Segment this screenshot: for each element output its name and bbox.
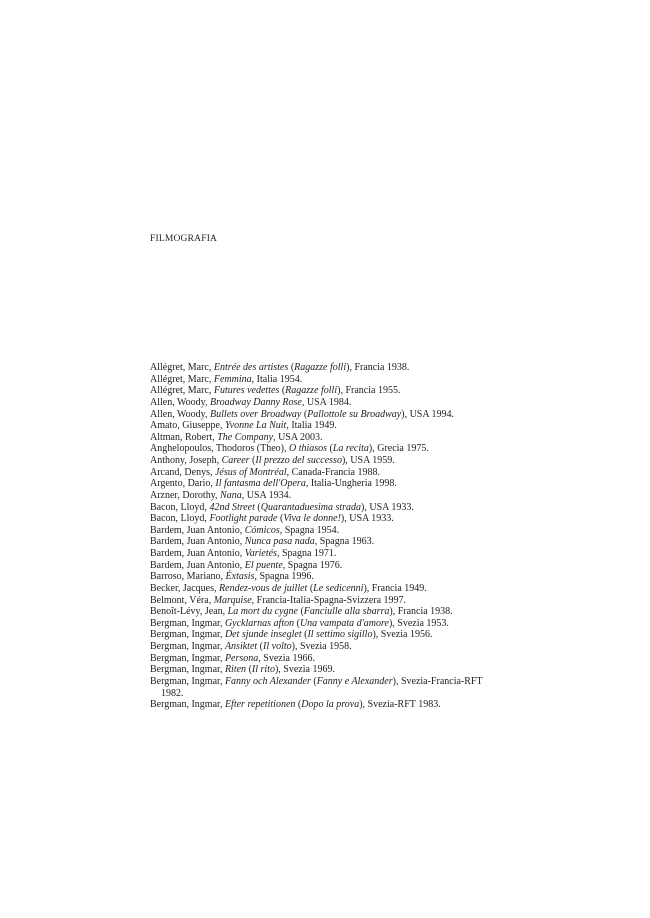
film-title: Rendez-vous de juillet bbox=[219, 582, 308, 594]
filmography-entry bbox=[150, 397, 505, 409]
entry-text: Belmont, Véra, bbox=[150, 594, 214, 606]
entry-text: ), Svezia 1958. bbox=[291, 641, 352, 652]
entry-text: Allégret, Marc, bbox=[150, 385, 214, 397]
filmography-entry bbox=[150, 409, 505, 421]
entry-text: , Spagna 1971. bbox=[276, 548, 337, 559]
filmography-list bbox=[150, 362, 505, 711]
film-title: Éxtasis bbox=[225, 571, 255, 583]
filmography-entry bbox=[150, 478, 505, 490]
filmography-entry bbox=[150, 676, 505, 699]
film-title: Gycklarnas afton bbox=[224, 617, 295, 629]
entry-text: ), Grecia 1975. bbox=[368, 443, 429, 455]
entry-text: , Francia-Italia-Spagna-Svizzera 1997. bbox=[251, 594, 407, 606]
filmography-entry bbox=[150, 618, 505, 630]
entry-text: Bardem, Juan Antonio, bbox=[150, 559, 245, 571]
film-title: Bullets over Broadway bbox=[210, 408, 302, 420]
entry-text: Benoît-Lévy, Jean, bbox=[150, 606, 228, 618]
entry-text: ), USA 1994. bbox=[401, 408, 455, 420]
entry-text: ( bbox=[279, 385, 286, 397]
entry-text: ), Francia 1955. bbox=[337, 385, 401, 397]
filmography-entry bbox=[150, 548, 505, 560]
film-title: Nunca pasa nada bbox=[244, 536, 315, 548]
film-title: Le sedicenni bbox=[313, 582, 364, 594]
entry-text: ( bbox=[277, 513, 284, 525]
entry-text: , Spagna 1996. bbox=[254, 571, 314, 583]
entry-text: ( bbox=[257, 641, 264, 652]
entry-text: ( bbox=[254, 501, 261, 513]
film-title: Broadway Danny Rose bbox=[210, 396, 302, 408]
film-title: Femmina bbox=[213, 373, 252, 385]
entry-text: , Italia-Ungheria 1998. bbox=[305, 478, 397, 490]
filmography-entry bbox=[150, 595, 505, 607]
film-title: Dopo la prova bbox=[301, 699, 360, 711]
film-title: Quarantaduesima strada bbox=[260, 501, 362, 513]
entry-text: , Spagna 1963. bbox=[314, 536, 375, 548]
entry-text: ), Svezia 1956. bbox=[372, 629, 433, 641]
entry-text: Bacon, Lloyd, bbox=[150, 501, 210, 513]
entry-text: , Italia 1949. bbox=[286, 420, 337, 432]
entry-text: ( bbox=[307, 582, 314, 594]
entry-text: Becker, Jacques, bbox=[150, 582, 220, 594]
filmography-entry bbox=[150, 664, 505, 676]
filmography-entry bbox=[150, 467, 505, 479]
entry-text: ( bbox=[297, 606, 304, 618]
entry-text: Bardem, Juan Antonio, bbox=[150, 524, 245, 536]
film-title: Efter repetitionen bbox=[224, 699, 296, 711]
entry-text: ( bbox=[295, 699, 302, 711]
entry-text: ), USA 1959. bbox=[341, 455, 395, 466]
filmography-entry bbox=[150, 653, 505, 665]
entry-text: Bergman, Ingmar, bbox=[150, 699, 225, 711]
filmography-entry bbox=[150, 536, 505, 548]
entry-text: Bacon, Lloyd, bbox=[150, 513, 210, 525]
entry-text: Bergman, Ingmar, bbox=[150, 675, 225, 687]
section-heading: FILMOGRAFIA bbox=[150, 234, 218, 244]
entry-text: Amato, Giuseppe, bbox=[150, 420, 225, 432]
entry-text: Bergman, Ingmar, bbox=[150, 617, 225, 629]
filmography-entry bbox=[150, 362, 505, 374]
entry-text: ( bbox=[327, 443, 333, 455]
film-title: La recita bbox=[332, 443, 369, 455]
entry-text: ), USA 1933. bbox=[361, 501, 414, 513]
film-title: Ragazze folli bbox=[294, 362, 347, 373]
filmography-entry bbox=[150, 560, 505, 572]
film-title: Riten bbox=[224, 664, 247, 676]
filmography-entry bbox=[150, 641, 505, 653]
entry-text: , USA 2003. bbox=[273, 431, 323, 443]
entry-text: Anghelopoulos, Thodoros (Theo), bbox=[150, 443, 289, 455]
entry-text: , Italia 1954. bbox=[251, 373, 303, 385]
film-title: Yvonne La Nuit bbox=[225, 420, 287, 432]
film-title: Jésus of Montréal bbox=[214, 466, 287, 478]
filmography-entry bbox=[150, 432, 505, 444]
entry-text: Bardem, Juan Antonio, bbox=[150, 548, 245, 559]
filmography-entry bbox=[150, 571, 505, 583]
filmography-entry bbox=[150, 420, 505, 432]
entry-text: Altman, Robert, bbox=[150, 431, 218, 443]
film-title: Il settimo sigillo bbox=[307, 629, 373, 641]
film-title: Il volto bbox=[263, 641, 292, 652]
entry-text: ), Svezia-Francia-RFT 1982. bbox=[161, 675, 483, 699]
entry-text: Bardem, Juan Antonio, bbox=[150, 536, 245, 548]
film-title: Fanny och Alexander bbox=[224, 675, 311, 687]
entry-text: ( bbox=[294, 617, 300, 629]
entry-text: Barroso, Mariano, bbox=[150, 571, 226, 583]
filmography-entry bbox=[150, 513, 505, 525]
entry-text: Bergman, Ingmar, bbox=[150, 629, 225, 641]
entry-text: ), Francia 1938. bbox=[389, 606, 453, 618]
filmography-entry bbox=[150, 490, 505, 502]
entry-text: , Svezia 1966. bbox=[258, 652, 315, 664]
filmography-entry bbox=[150, 455, 505, 467]
filmography-entry bbox=[150, 443, 505, 455]
filmography-entry bbox=[150, 583, 505, 595]
entry-text: ( bbox=[310, 675, 317, 687]
entry-text: Arzner, Dorothy, bbox=[150, 489, 221, 501]
entry-text: Bergman, Ingmar, bbox=[150, 641, 225, 652]
entry-text: ), Svezia-RFT 1983. bbox=[359, 699, 441, 711]
film-title: Pallottole su Broadway bbox=[307, 408, 402, 420]
entry-text: Argento, Dario, bbox=[150, 478, 216, 490]
film-title: Marquise bbox=[213, 594, 252, 606]
entry-text: , Spagna 1976. bbox=[282, 559, 343, 571]
entry-text: ), Francia 1949. bbox=[363, 582, 427, 594]
film-title: 42nd Street bbox=[209, 501, 255, 513]
entry-text: , Spagna 1954. bbox=[279, 524, 340, 536]
entry-text: Allen, Woody, bbox=[150, 396, 211, 408]
entry-text: ( bbox=[288, 362, 295, 373]
entry-text: Bergman, Ingmar, bbox=[150, 664, 225, 676]
entry-text: ), Francia 1938. bbox=[346, 362, 410, 373]
film-title: Ansiktet bbox=[224, 641, 258, 652]
entry-text: ), Svezia 1969. bbox=[274, 664, 335, 676]
film-title: Det sjunde inseglet bbox=[224, 629, 302, 641]
film-title: La mort du cygne bbox=[227, 606, 298, 618]
filmography-entry bbox=[150, 629, 505, 641]
film-title: The Company bbox=[217, 431, 274, 443]
film-title: Il rito bbox=[251, 664, 275, 676]
film-title: Persona bbox=[224, 652, 259, 664]
film-title: Cómicos bbox=[244, 524, 280, 536]
entry-text: Allégret, Marc, bbox=[150, 373, 214, 385]
entry-text: ), Svezia 1953. bbox=[388, 617, 449, 629]
filmography-entry bbox=[150, 374, 505, 386]
entry-text: Anthony, Joseph, bbox=[150, 455, 222, 466]
filmography-entry bbox=[150, 385, 505, 397]
film-title: Entrée des artistes bbox=[213, 362, 289, 373]
film-title: Una vampata d'amore bbox=[299, 617, 389, 629]
entry-text: , USA 1934. bbox=[241, 489, 292, 501]
film-title: Footlight parade bbox=[209, 513, 278, 525]
film-title: Il fantasma dell'Opera bbox=[215, 478, 306, 490]
film-title: Varietés bbox=[244, 548, 277, 559]
entry-text: Bergman, Ingmar, bbox=[150, 652, 225, 664]
entry-text: ( bbox=[249, 455, 256, 466]
entry-text: Allen, Woody, bbox=[150, 408, 211, 420]
film-title: Career bbox=[221, 455, 250, 466]
filmography-entry bbox=[150, 525, 505, 537]
entry-text: Arcand, Denys, bbox=[150, 466, 215, 478]
film-title: Il prezzo del successo bbox=[255, 455, 342, 466]
entry-text: , USA 1984. bbox=[301, 396, 352, 408]
film-title: El puente bbox=[244, 559, 283, 571]
film-title: Fanciulle alla sbarra bbox=[303, 606, 390, 618]
film-title: O thiasos bbox=[288, 443, 328, 455]
entry-text: ( bbox=[301, 629, 308, 641]
entry-text: Allégret, Marc, bbox=[150, 362, 214, 373]
filmography-entry bbox=[150, 606, 505, 618]
entry-text: ), USA 1933. bbox=[340, 513, 394, 525]
film-title: Futures vedettes bbox=[213, 385, 280, 397]
film-title: Viva le donne! bbox=[283, 513, 341, 525]
film-title: Ragazze folli bbox=[285, 385, 338, 397]
entry-text: ( bbox=[246, 664, 252, 676]
filmography-entry bbox=[150, 699, 505, 711]
film-title: Fanny e Alexander bbox=[316, 675, 393, 687]
entry-text: ( bbox=[301, 408, 308, 420]
filmography-entry bbox=[150, 502, 505, 514]
entry-text: , Canada-Francia 1988. bbox=[286, 466, 380, 478]
film-title: Nana bbox=[220, 489, 242, 501]
